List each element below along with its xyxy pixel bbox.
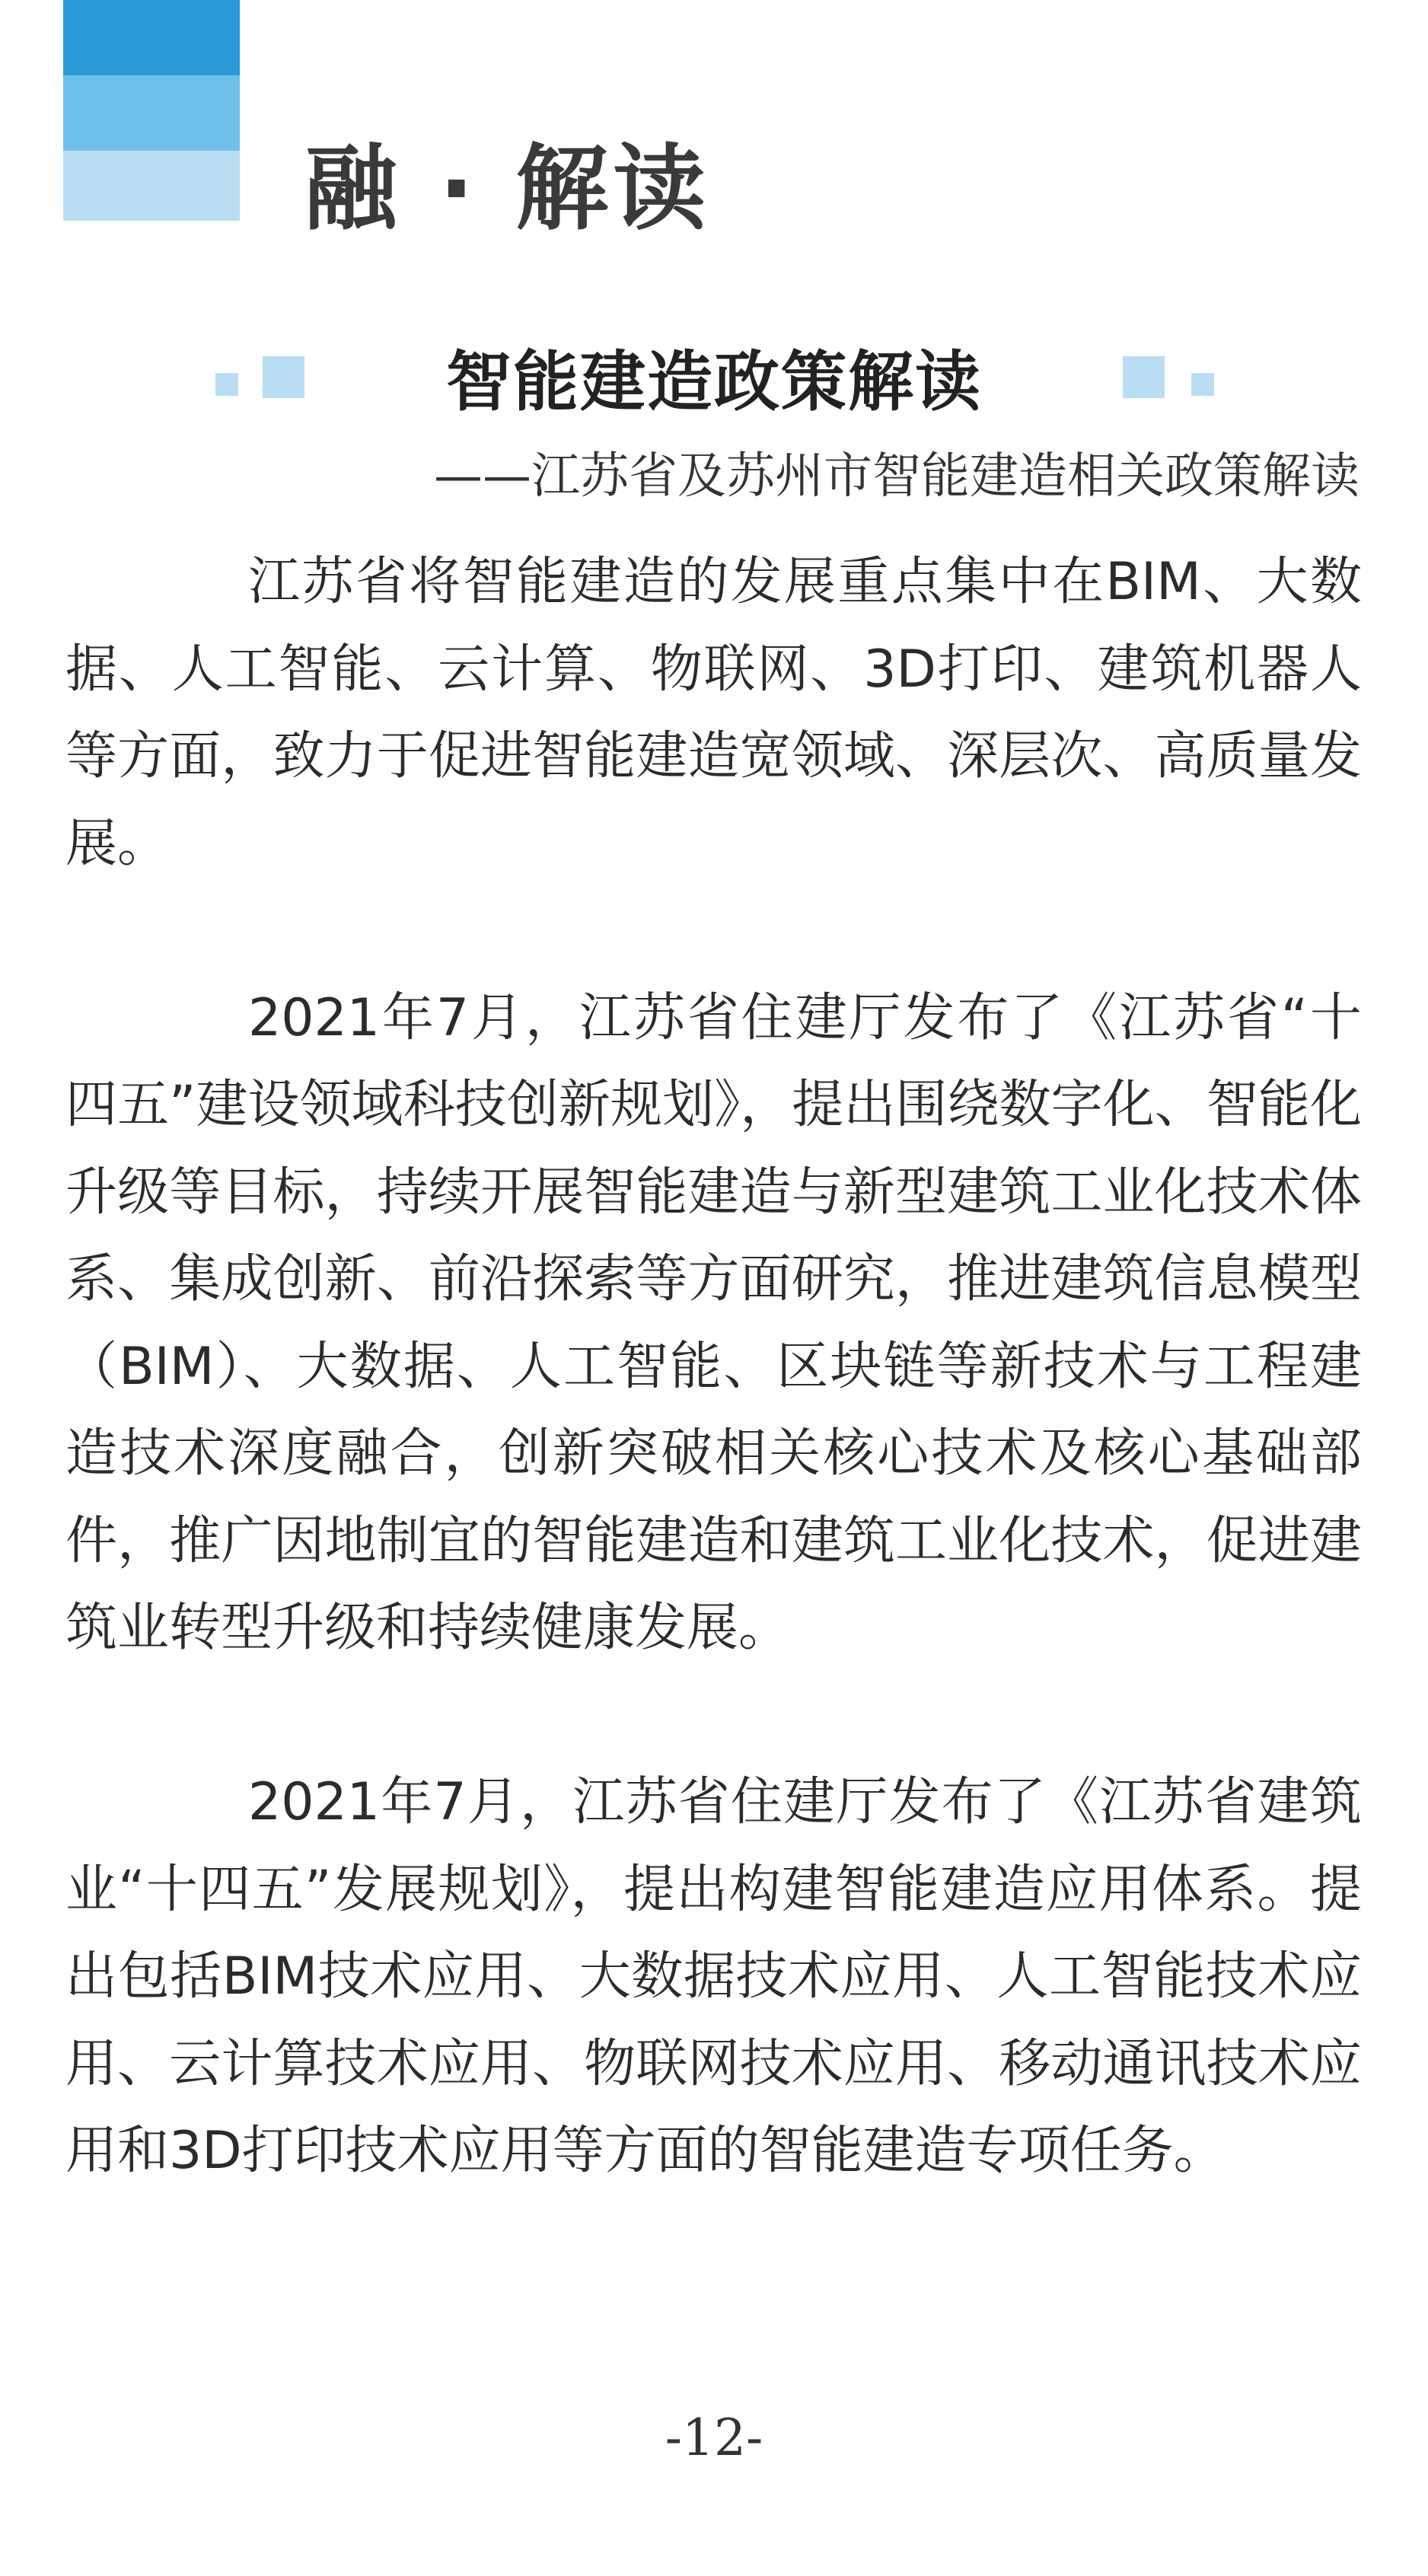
article-title: 智能建造政策解读 xyxy=(446,344,982,420)
header-color-block-light xyxy=(63,151,240,221)
page-number: -12- xyxy=(665,2409,763,2467)
header-color-block-medium xyxy=(63,75,240,151)
article-subtitle: ——江苏省及苏州市智能建造相关政策解读 xyxy=(434,448,1359,505)
paragraph: 2021年7月，江苏省住建厅发布了《江苏省“十四五”建设领域科技创新规划》，提出围绕数字化、智能化升级等目标，持续开展智能建造与新型建筑工业化技术体系、集成创新、前沿探索等方面研究，推进建筑信息模型（BIM）、大数据、人工智能、区块链等新技术与工程建造技术深度融合，创新突破相关核心技术及核心基础部件，推广因地制宜的智能建造和建筑工业化技术，促进建筑业转型升级和持续健康发展。 xyxy=(65,987,1362,1658)
paragraph: 江苏省将智能建造的发展重点集中在BIM、大数据、人工智能、云计算、物联网、3D打印、建筑机器人等方面，致力于促进智能建造宽领域、深层次、高质量发展。 xyxy=(65,552,1362,874)
paragraph: 2021年7月，江苏省住建厅发布了《江苏省建筑业“十四五”发展规划》，提出构建智能建造应用体系。提出包括BIM技术应用、大数据技术应用、人工智能技术应用、云计算技术应用、物联网技术应用、移动通讯技术应用和3D打印技术应用等方面的智能建造专项任务。 xyxy=(65,1772,1362,2181)
header-color-block-dark xyxy=(63,0,240,75)
section-title: 融 · 解读 xyxy=(304,135,711,243)
article-body xyxy=(65,539,1362,2195)
